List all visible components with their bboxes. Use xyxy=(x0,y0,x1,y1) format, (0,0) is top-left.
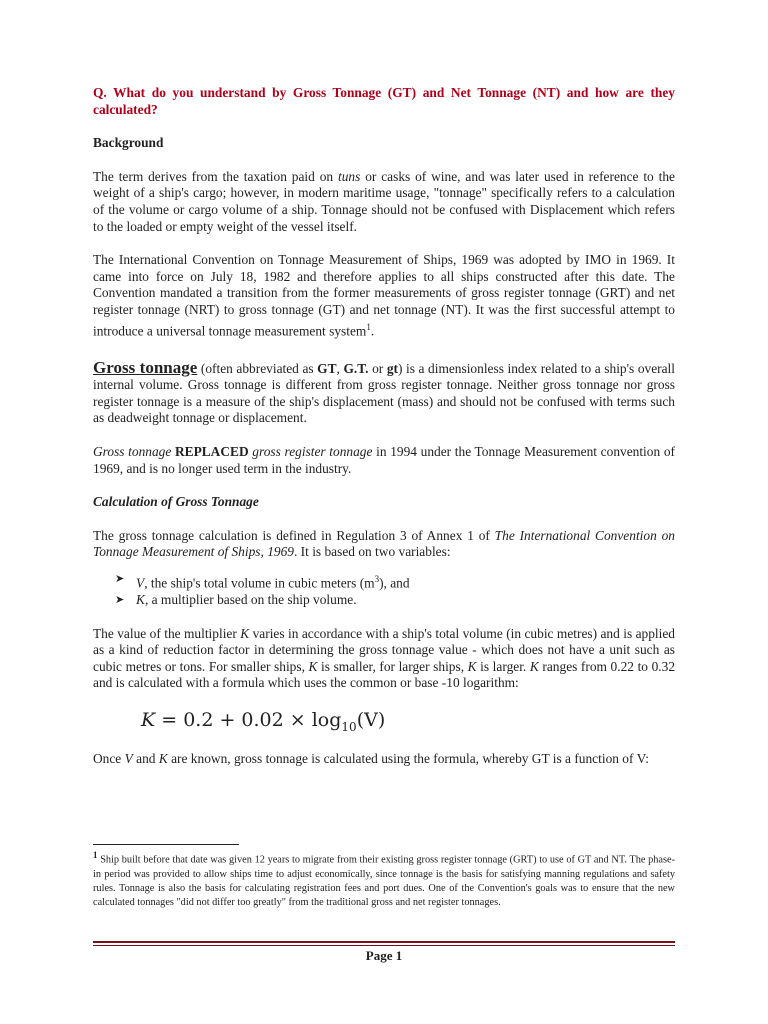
text-run: , the ship's total volume in cubic meters (m xyxy=(144,575,375,591)
text-run-bold: REPLACED xyxy=(171,443,253,459)
variables-list xyxy=(93,571,675,609)
footer-rule-thin xyxy=(93,945,675,946)
text-run: is larger. xyxy=(476,658,530,674)
text-run: , a multiplier based on the ship volume. xyxy=(144,592,357,607)
text-run-italic: K xyxy=(136,592,145,607)
text-run: or xyxy=(368,360,387,376)
list-item xyxy=(115,571,675,592)
footnote-separator xyxy=(93,844,239,845)
text-run: is smaller, for larger ships, xyxy=(317,658,468,674)
once-paragraph xyxy=(93,751,675,768)
text-run-italic: V xyxy=(136,575,145,591)
text-run: The term derives from the taxation paid on xyxy=(93,168,338,184)
formula-text: (V) xyxy=(356,708,386,731)
superscript: 3 xyxy=(374,573,380,584)
text-run: , xyxy=(336,360,344,376)
footnote-text: Ship built before that date was given 12 years to migrate from their existing gross register tonnage (GRT) to use of GT and NT. The phase-in period was provided to allow ships time to adjust economically, since tonnage is the basis for satisfying manning regulations and safety rules. Tonnage is also the basis for calculating registration fees and port dues. One of the Convention's goals was to ensure that the new calculated tonnages "did not differ too greatly" from the traditional gross and net register tonnages. xyxy=(93,854,675,909)
question-heading: Q. What do you understand by Gross Tonnage (GT) and Net Tonnage (NT) and how are they calculated? xyxy=(93,85,675,117)
footer-rule-thick xyxy=(93,941,675,943)
text-run: . xyxy=(370,323,375,338)
text-run: in 1994 under the Tonnage Measurement convention of 1969, and is no longer used term in the industry. xyxy=(93,443,675,476)
text-run: ranges from 0.22 to 0.32 and is calculated with a formula which uses the common or base -10 logarithm: xyxy=(93,658,676,691)
background-paragraph-1 xyxy=(93,169,675,235)
text-run: Once xyxy=(93,750,125,766)
calculation-paragraph xyxy=(93,528,675,561)
footnote-reference: 1 xyxy=(366,321,371,332)
page-number: Page 1 xyxy=(365,948,403,963)
text-run: varies in accordance with a ship's total volume (in cubic metres) and is applied as a kind of reduction factor in determining the gross tonnage value - which does not have a unit such as cubic metres or tons. For smaller ships, xyxy=(93,625,675,674)
formula-subscript: 10 xyxy=(341,719,357,734)
k-formula xyxy=(141,708,675,739)
text-run-italic: Gross tonnage xyxy=(93,443,172,459)
gross-tonnage-paragraph xyxy=(93,357,676,427)
gross-tonnage-heading: Gross tonnage xyxy=(93,357,198,377)
list-item xyxy=(115,592,675,609)
text-run: and xyxy=(132,750,159,766)
text-run-italic: K xyxy=(158,750,168,766)
text-run-italic: The International Convention on Tonnage Measurement of Ships, 1969 xyxy=(93,527,675,560)
footnote-number: 1 xyxy=(93,850,98,860)
calculation-heading: Calculation of Gross Tonnage xyxy=(93,494,259,510)
text-run-italic: gross register tonnage xyxy=(252,443,373,459)
text-run: are known, gross tonnage is calculated using the formula, whereby GT is a function of V: xyxy=(167,750,649,766)
multiplier-paragraph xyxy=(93,626,675,692)
text-run-bold: G.T. xyxy=(343,360,369,376)
text-run: The International Convention on Tonnage Measurement of Ships, 1969 was adopted by IMO in 1969. It came into force on July 18, 1982 and therefore applies to all ships constructed after this date. The Convention mandated a transition from the former measurements of gross register tonnage (GRT) and net register tonnage (NRT) to gross tonnage (GT) and net tonnage (NT). It was the first successful attempt to introduce a universal tonnage measurement system xyxy=(93,252,675,338)
arrow-bullet-icon: ➤ xyxy=(115,572,125,585)
text-run: ), and xyxy=(379,575,410,591)
text-run: or casks of wine, and was later used in reference to the weight of a ship's cargo; however, in modern maritime usage, "tonnage" specifically refers to a calculation of the volume or cargo volume of a ship. Tonnage should not be confused with Displacement which refers to the loaded or empty weight of the vessel itself. xyxy=(93,168,675,234)
replaced-paragraph xyxy=(93,444,675,477)
arrow-bullet-icon: ➤ xyxy=(115,594,125,606)
text-run-italic: K xyxy=(240,625,250,641)
text-run-italic: K xyxy=(308,658,318,674)
text-run: The gross tonnage calculation is defined in Regulation 3 of Annex 1 of xyxy=(93,527,495,543)
document-page xyxy=(93,85,675,767)
text-run-bold: gt xyxy=(386,360,398,376)
text-run: The value of the multiplier xyxy=(93,625,241,641)
text-run-italic: tuns xyxy=(338,168,361,184)
background-paragraph-2 xyxy=(93,252,675,339)
text-run-italic: K xyxy=(529,658,539,674)
text-run: . It is based on two variables: xyxy=(293,544,451,560)
text-run-bold: GT xyxy=(317,360,337,376)
background-heading: Background xyxy=(93,135,164,151)
text-run-italic: K xyxy=(467,658,477,674)
formula-text: = 0.2 + 0.02 × log xyxy=(155,708,342,731)
formula-variable: K xyxy=(141,708,156,731)
text-run: (often abbreviated as xyxy=(197,360,318,376)
text-run: ) is a dimensionless index related to a ship's overall internal volume. Gross tonnage is different from gross register tonnage. Neither gross tonnage nor gross register tonnage is a measure of the ship's displacement (mass) and should not be confused with terms such as deadweight tonnage or displacement. xyxy=(93,360,676,426)
text-run-italic: V xyxy=(124,750,133,766)
footnote xyxy=(93,848,675,911)
